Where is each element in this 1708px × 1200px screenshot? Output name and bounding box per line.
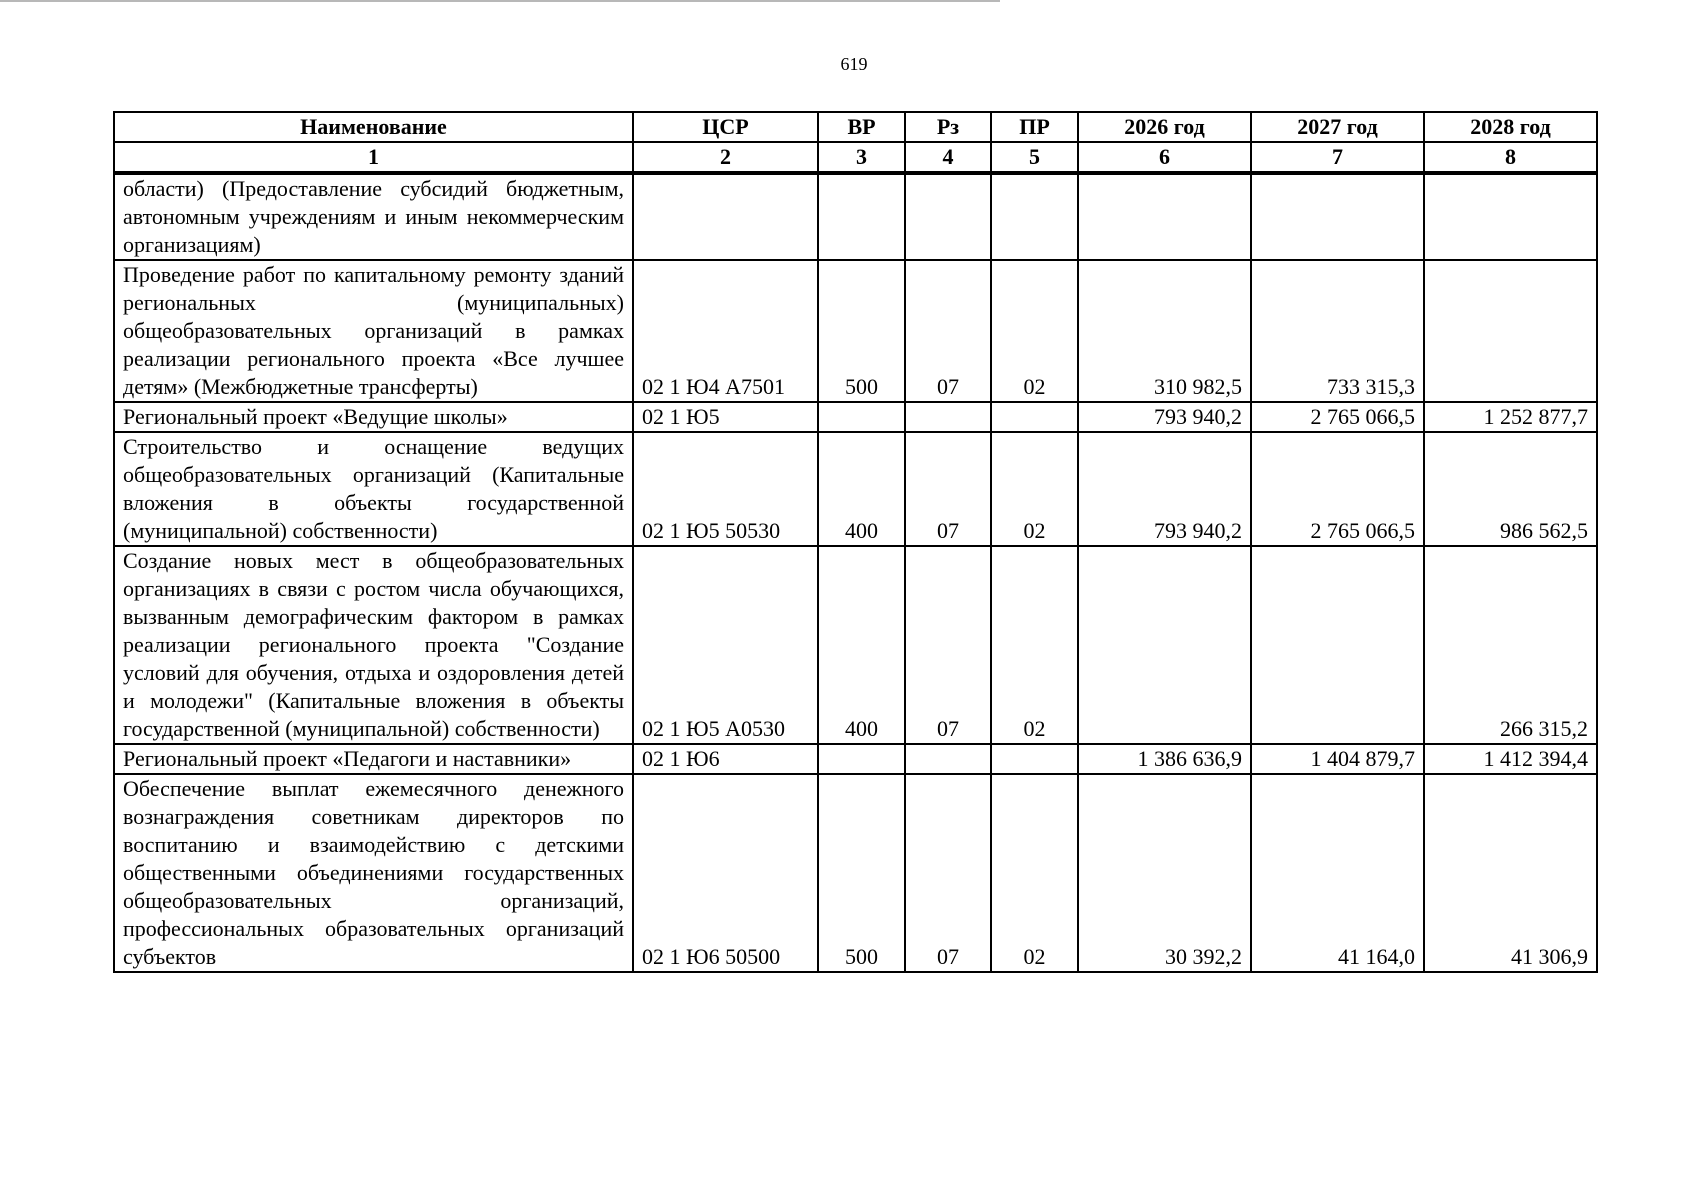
amount-2028-cell	[1424, 260, 1597, 402]
csr-cell: 02 1 Ю6	[633, 744, 818, 774]
header-row	[114, 112, 1597, 142]
amount-2027-cell: 1 404 879,7	[1251, 744, 1424, 774]
csr-cell: 02 1 Ю5	[633, 402, 818, 432]
amount-2027-cell	[1251, 546, 1424, 744]
amount-2026-cell	[1078, 173, 1251, 260]
rz-cell: 07	[905, 546, 991, 744]
column-number: 3	[818, 142, 905, 173]
vr-cell: 500	[818, 260, 905, 402]
amount-2027-cell: 41 164,0	[1251, 774, 1424, 972]
vr-cell: 500	[818, 774, 905, 972]
amount-2027-cell	[1251, 173, 1424, 260]
table-row	[114, 260, 1597, 402]
rz-cell	[905, 402, 991, 432]
header-csr: ЦСР	[633, 112, 818, 142]
vr-cell	[818, 744, 905, 774]
pr-cell	[991, 744, 1078, 774]
header-vr: ВР	[818, 112, 905, 142]
csr-cell: 02 1 Ю6 50500	[633, 774, 818, 972]
amount-2028-cell: 41 306,9	[1424, 774, 1597, 972]
row-name-cell: Региональный проект «Ведущие школы»	[114, 402, 633, 432]
amount-2027-cell: 733 315,3	[1251, 260, 1424, 402]
column-number: 6	[1078, 142, 1251, 173]
amount-2028-cell: 266 315,2	[1424, 546, 1597, 744]
table-row	[114, 432, 1597, 546]
amount-2028-cell	[1424, 173, 1597, 260]
pr-cell: 02	[991, 546, 1078, 744]
vr-cell	[818, 173, 905, 260]
amount-2026-cell: 793 940,2	[1078, 402, 1251, 432]
rz-cell: 07	[905, 432, 991, 546]
amount-2028-cell: 1 412 394,4	[1424, 744, 1597, 774]
table-row	[114, 173, 1597, 260]
csr-cell: 02 1 Ю5 50530	[633, 432, 818, 546]
row-name-cell: Строительство и оснащение ведущих общеобразовательных организаций (Капитальные вложения в объекты государственной (муниципальной) собственности)	[114, 432, 633, 546]
amount-2026-cell: 30 392,2	[1078, 774, 1251, 972]
scan-edge-line	[0, 0, 1000, 2]
column-number: 1	[114, 142, 633, 173]
amount-2027-cell: 2 765 066,5	[1251, 402, 1424, 432]
column-number: 7	[1251, 142, 1424, 173]
rz-cell	[905, 744, 991, 774]
csr-cell: 02 1 Ю4 А7501	[633, 260, 818, 402]
pr-cell	[991, 173, 1078, 260]
column-number: 4	[905, 142, 991, 173]
amount-2026-cell: 310 982,5	[1078, 260, 1251, 402]
column-number: 8	[1424, 142, 1597, 173]
table-row	[114, 774, 1597, 972]
row-name-cell: Обеспечение выплат ежемесячного денежного вознаграждения советникам директоров по воспитанию и взаимодействию с детскими общественными объединениями государственных общеобразовательных организаций, профессиональных образовательных организаций субъектов	[114, 774, 633, 972]
amount-2026-cell: 1 386 636,9	[1078, 744, 1251, 774]
pr-cell: 02	[991, 432, 1078, 546]
vr-cell: 400	[818, 546, 905, 744]
rz-cell: 07	[905, 774, 991, 972]
header-2027: 2027 год	[1251, 112, 1424, 142]
amount-2028-cell: 1 252 877,7	[1424, 402, 1597, 432]
vr-cell	[818, 402, 905, 432]
amount-2027-cell: 2 765 066,5	[1251, 432, 1424, 546]
pr-cell: 02	[991, 260, 1078, 402]
table-row	[114, 744, 1597, 774]
row-name-cell: Проведение работ по капитальному ремонту зданий региональных (муниципальных) общеобразовательных организаций в рамках реализации регионального проекта «Все лучшее детям» (Межбюджетные трансферты)	[114, 260, 633, 402]
pr-cell: 02	[991, 774, 1078, 972]
vr-cell: 400	[818, 432, 905, 546]
column-number: 2	[633, 142, 818, 173]
row-name-cell: Создание новых мест в общеобразовательных организациях в связи с ростом числа обучающихся, вызванным демографическим фактором в рамках реализации регионального проекта "Создание условий для обучения, отдыха и оздоровления детей и молодежи" (Капитальные вложения в объекты государственной (муниципальной) собственности)	[114, 546, 633, 744]
page-number: 619	[840, 54, 868, 74]
rz-cell: 07	[905, 260, 991, 402]
amount-2026-cell: 793 940,2	[1078, 432, 1251, 546]
csr-cell	[633, 173, 818, 260]
row-name-cell: области) (Предоставление субсидий бюджетным, автономным учреждениям и иным некоммерческим организациям)	[114, 173, 633, 260]
header-name: Наименование	[114, 112, 633, 142]
pr-cell	[991, 402, 1078, 432]
header-rz: Рз	[905, 112, 991, 142]
amount-2028-cell: 986 562,5	[1424, 432, 1597, 546]
rz-cell	[905, 173, 991, 260]
budget-table	[113, 111, 1598, 973]
amount-2026-cell	[1078, 546, 1251, 744]
table-row	[114, 546, 1597, 744]
header-pr: ПР	[991, 112, 1078, 142]
header-2028: 2028 год	[1424, 112, 1597, 142]
csr-cell: 02 1 Ю5 А0530	[633, 546, 818, 744]
column-number-row	[114, 142, 1597, 173]
table-row	[114, 402, 1597, 432]
header-2026: 2026 год	[1078, 112, 1251, 142]
row-name-cell: Региональный проект «Педагоги и наставники»	[114, 744, 633, 774]
column-number: 5	[991, 142, 1078, 173]
